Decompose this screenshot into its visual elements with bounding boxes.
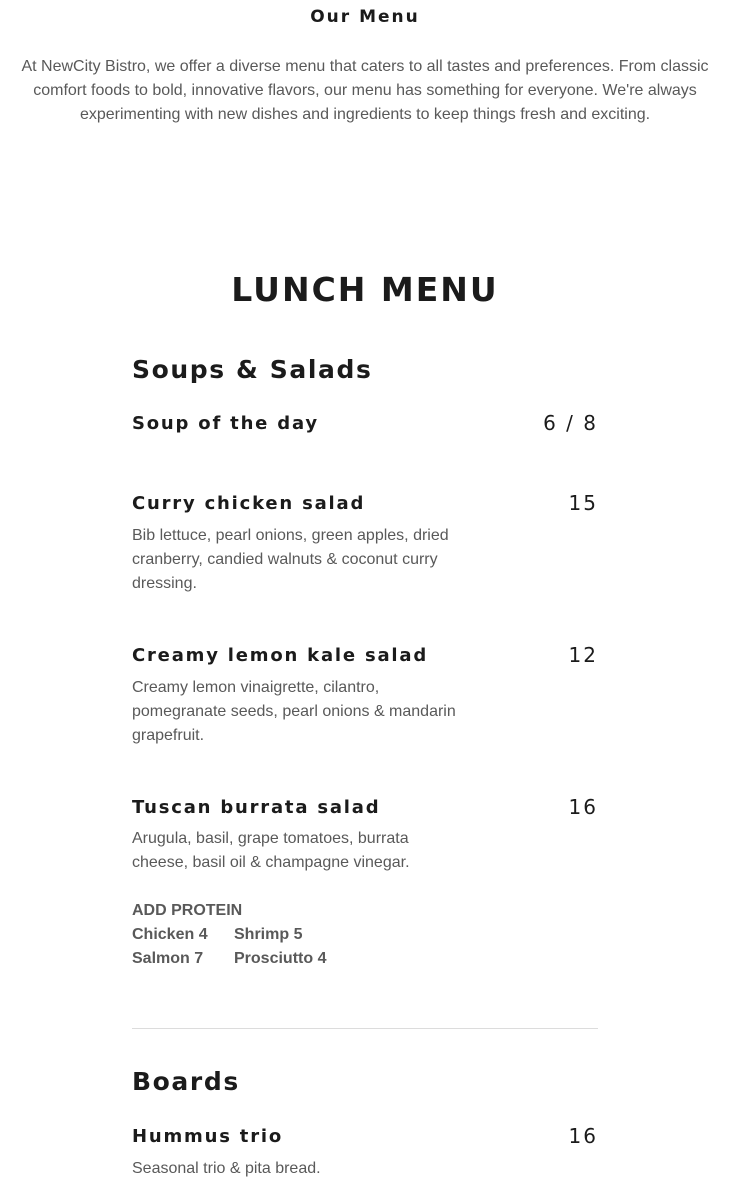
add-protein-option: Shrimp 5 <box>234 926 303 943</box>
section-divider <box>132 1028 598 1029</box>
menu-item-price: 6 / 8 <box>543 411 598 435</box>
lunch-menu-title: LUNCH MENU <box>231 270 499 309</box>
menu-item-description: Creamy lemon vinaigrette, cilantro, pomegranate seeds, pearl onions & mandarin grapefruit. <box>132 679 456 744</box>
menu-item-name: Curry chicken salad <box>132 493 366 514</box>
menu-item-price: 12 <box>568 643 598 667</box>
add-protein-option: Chicken 4 <box>132 926 208 943</box>
menu-item-price: 16 <box>568 795 598 819</box>
intro-text: At NewCity Bistro, we offer a diverse menu that caters to all tastes and preferences. From classic comfort foods to bold, innovative flavors, our menu has something for everyone. We're always experimenting with new dishes and ingredients to keep things fresh and exciting. <box>21 58 709 123</box>
add-protein-option: Prosciutto 4 <box>234 950 327 967</box>
menu-item-name: Tuscan burrata salad <box>132 797 381 818</box>
menu-item-name: Creamy lemon kale salad <box>132 645 429 666</box>
add-protein-option: Salmon 7 <box>132 950 204 967</box>
section-heading-soups-salads: Soups & Salads <box>132 355 373 384</box>
menu-item-name: Soup of the day <box>132 413 319 434</box>
add-protein-heading: ADD PROTEIN <box>132 902 243 919</box>
menu-item-price: 15 <box>568 491 598 515</box>
menu-item-name: Hummus trio <box>132 1126 284 1147</box>
intro-title: Our Menu <box>310 7 420 27</box>
menu-item-price: 16 <box>568 1124 598 1148</box>
menu-item-description: Bib lettuce, pearl onions, green apples, dried cranberry, candied walnuts & coconut curry dressing. <box>132 527 449 592</box>
section-heading-boards: Boards <box>132 1067 240 1096</box>
menu-item-description: Arugula, basil, grape tomatoes, burrata cheese, basil oil & champagne vinegar. <box>132 830 410 871</box>
add-protein-block <box>132 899 336 971</box>
add-protein-row <box>132 923 336 947</box>
add-protein-row <box>132 947 336 971</box>
menu-item-description: Seasonal trio & pita bread. <box>132 1160 321 1177</box>
